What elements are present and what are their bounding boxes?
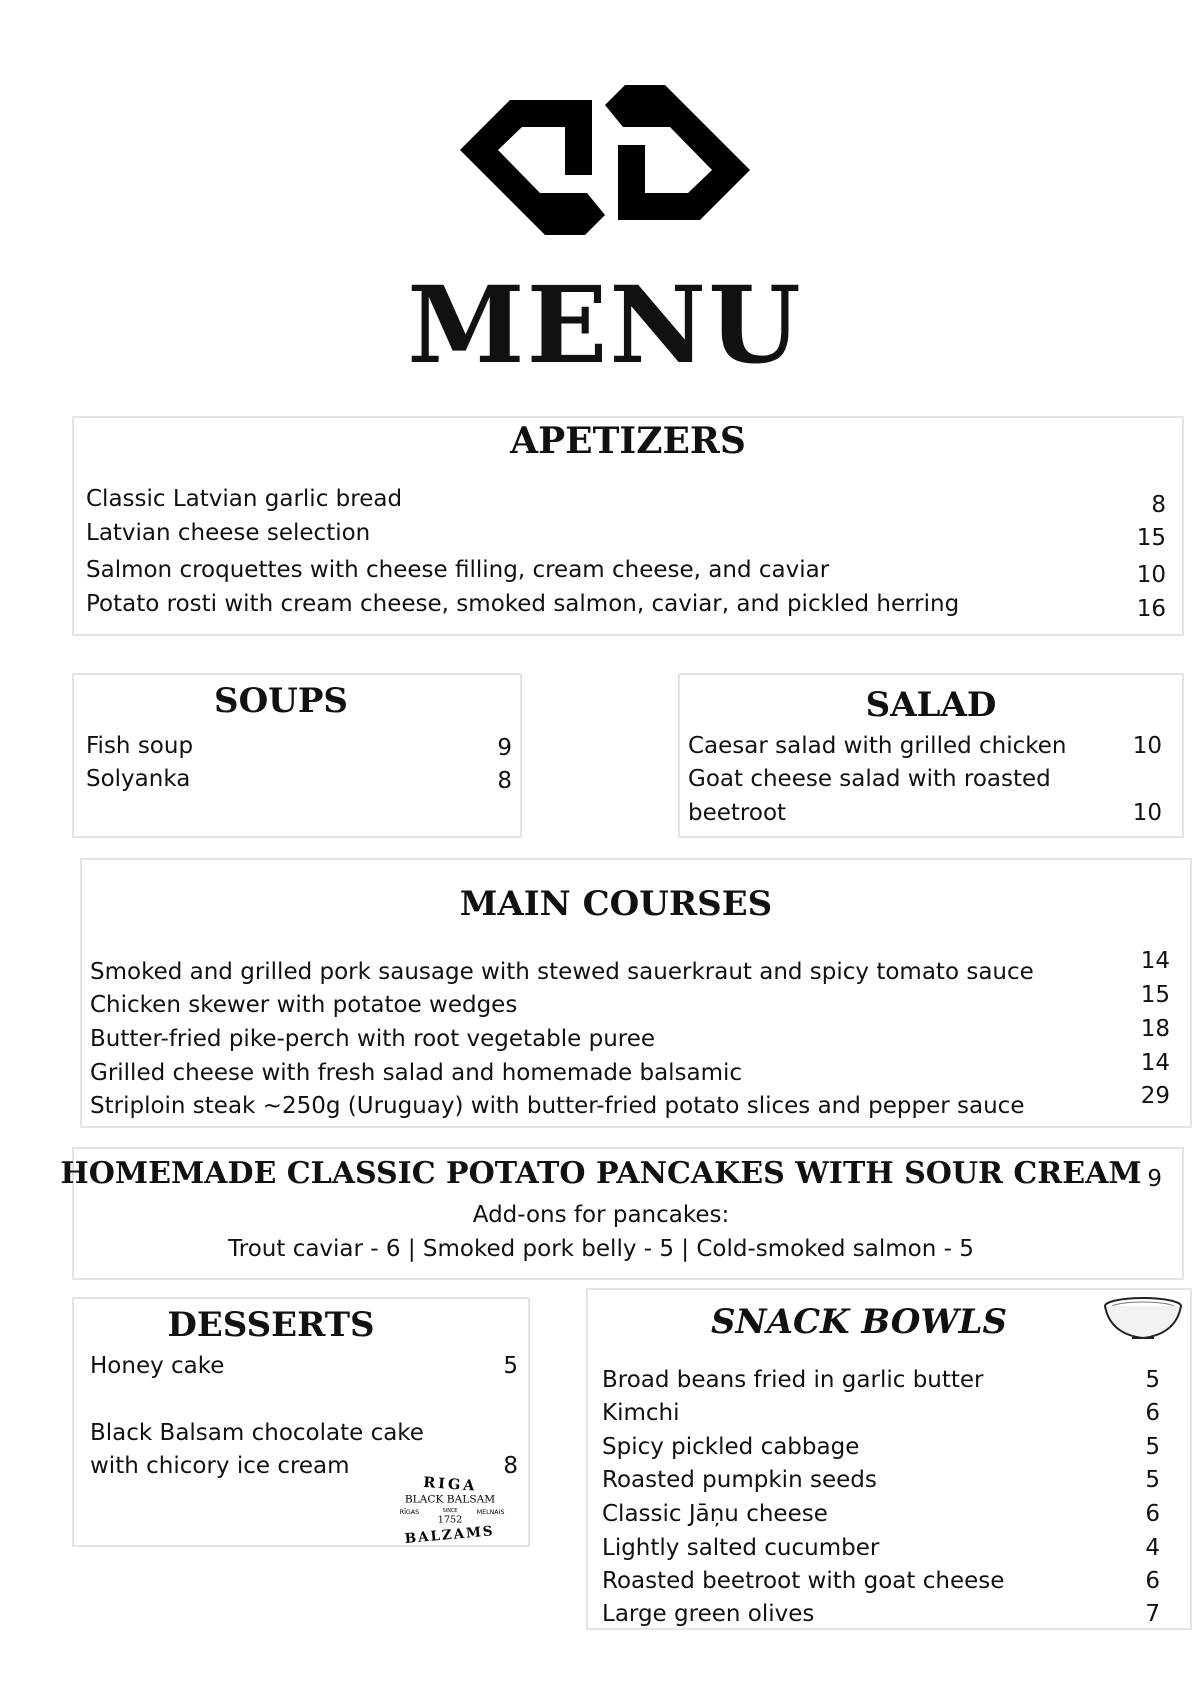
- snack-bowls-section: [586, 1288, 1192, 1630]
- menu-item-price: 9: [1147, 1166, 1162, 1192]
- pancakes-addons: Trout caviar - 6 | Smoked pork belly - 5 | Cold-smoked salmon - 5: [228, 1236, 974, 1262]
- appetizers-section: [72, 416, 1184, 636]
- soups-section: [72, 673, 522, 838]
- menu-item-name: Salmon croquettes with cheese filling, cream cheese, and caviar: [86, 557, 830, 583]
- menu-item-price: 8: [497, 768, 512, 794]
- menu-item-price: 9: [497, 735, 512, 761]
- appetizers-heading: APETIZERS: [510, 420, 746, 462]
- menu-title: MENU: [407, 262, 803, 387]
- pancakes-heading: HOMEMADE CLASSIC POTATO PANCAKES WITH SOUR CREAM: [60, 1156, 1142, 1191]
- menu-item-name: Classic Jāņu cheese: [602, 1501, 828, 1527]
- menu-item-price: 6: [1145, 1568, 1160, 1594]
- menu-item-price: 18: [1140, 1016, 1170, 1042]
- menu-item-price: 5: [1145, 1367, 1160, 1393]
- menu-item-name: Spicy pickled cabbage: [602, 1434, 860, 1460]
- menu-item-price: 8: [503, 1453, 518, 1479]
- menu-item-name: Fish soup: [86, 733, 194, 759]
- menu-item-price: 15: [1140, 982, 1170, 1008]
- menu-item-price: 16: [1136, 596, 1166, 622]
- svg-text:RĪGAS: RĪGAS: [399, 1508, 420, 1516]
- svg-text:1752: 1752: [437, 1514, 463, 1526]
- salad-section: [678, 673, 1184, 838]
- menu-item-name: Latvian cheese selection: [86, 520, 371, 546]
- menu-item-price: 14: [1140, 948, 1170, 974]
- menu-item-name: Smoked and grilled pork sausage with stewed sauerkraut and spicy tomato sauce: [90, 959, 1034, 985]
- menu-item-price: 5: [1145, 1467, 1160, 1493]
- svg-text:BLACK BALSAM: BLACK BALSAM: [404, 1492, 496, 1506]
- menu-item-name: Solyanka: [86, 766, 191, 792]
- menu-item-name: Classic Latvian garlic bread: [86, 486, 403, 512]
- menu-item-price: 8: [1151, 492, 1166, 518]
- menu-item-name: Goat cheese salad with roasted: [688, 766, 1051, 792]
- salad-heading: SALAD: [865, 685, 997, 725]
- menu-item-name: Chicken skewer with potatoe wedges: [90, 992, 518, 1018]
- menu-item-price: 4: [1145, 1535, 1160, 1561]
- desserts-heading: DESSERTS: [167, 1305, 375, 1345]
- soups-heading: SOUPS: [214, 681, 348, 721]
- pancakes-addons-label: Add-ons for pancakes:: [472, 1202, 730, 1228]
- menu-item-name: Lightly salted cucumber: [602, 1535, 880, 1561]
- menu-item-name: Potato rosti with cream cheese, smoked salmon, caviar, and pickled herring: [86, 591, 960, 617]
- menu-item-price: 10: [1132, 800, 1162, 826]
- menu-item-price: 6: [1145, 1501, 1160, 1527]
- menu-item-price: 10: [1136, 562, 1166, 588]
- snack-bowls-heading: SNACK BOWLS: [710, 1302, 1008, 1342]
- menu-item-name: Large green olives: [602, 1601, 815, 1627]
- menu-item-price: 5: [503, 1353, 518, 1379]
- menu-item-price: 7: [1145, 1601, 1160, 1627]
- menu-item-name: Broad beans fried in garlic butter: [602, 1367, 984, 1393]
- menu-item-price: 10: [1132, 733, 1162, 759]
- menu-item-name: Honey cake: [90, 1353, 225, 1379]
- menu-item-name: Striploin steak ~250g (Uruguay) with butter-fried potato slices and pepper sauce: [90, 1093, 1025, 1119]
- menu-item-price: 15: [1136, 525, 1166, 551]
- menu-item-name: Black Balsam chocolate cake: [90, 1420, 424, 1446]
- svg-text:MELNAIS: MELNAIS: [476, 1508, 505, 1516]
- menu-item-name: beetroot: [688, 800, 787, 826]
- svg-text:BALZAMS: BALZAMS: [404, 1523, 496, 1547]
- menu-item-price: 29: [1140, 1083, 1170, 1109]
- riga-black-balsam-logo: [392, 1473, 508, 1551]
- menu-item-price: 6: [1145, 1400, 1160, 1426]
- main-courses-section: [80, 858, 1192, 1128]
- pancakes-section: [60, 1147, 1184, 1280]
- menu-item-name: Caesar salad with grilled chicken: [688, 733, 1067, 759]
- menu-item-price: 14: [1140, 1050, 1170, 1076]
- menu-item-name: Roasted beetroot with goat cheese: [602, 1568, 1005, 1594]
- menu-item-name: Kimchi: [602, 1400, 680, 1426]
- restaurant-logo-icon: [460, 75, 750, 245]
- menu-item-price: 5: [1145, 1434, 1160, 1460]
- svg-text:RIGA: RIGA: [422, 1473, 478, 1495]
- menu-item-name: with chicory ice cream: [90, 1453, 350, 1479]
- main-courses-heading: MAIN COURSES: [459, 884, 773, 924]
- svg-text:SINCE: SINCE: [442, 1509, 458, 1514]
- desserts-section: [72, 1297, 530, 1547]
- bowl-icon: [1102, 1294, 1184, 1342]
- menu-item-name: Roasted pumpkin seeds: [602, 1467, 877, 1493]
- menu-item-name: Butter-fried pike-perch with root vegetable puree: [90, 1026, 656, 1052]
- menu-item-name: Grilled cheese with fresh salad and homemade balsamic: [90, 1060, 743, 1086]
